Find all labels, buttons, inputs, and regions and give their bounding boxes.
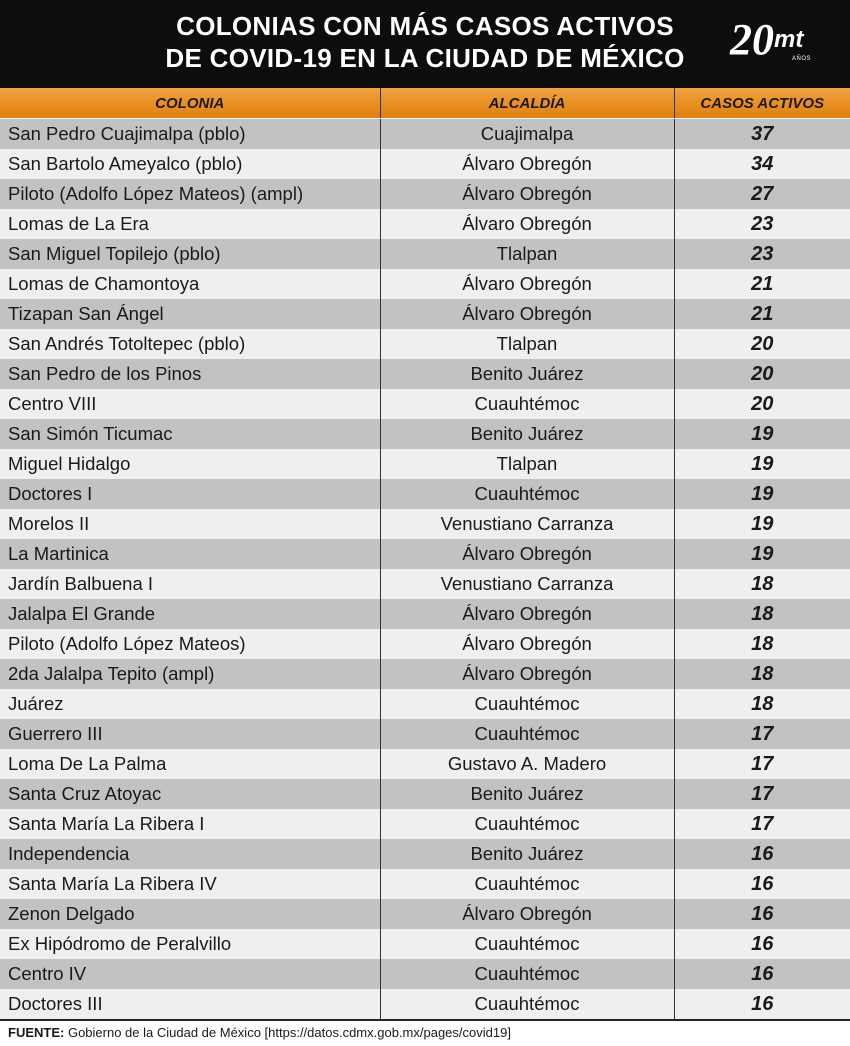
table-row	[0, 749, 850, 779]
cell-casos-activos: 20	[674, 389, 850, 419]
source-label: FUENTE:	[8, 1025, 65, 1040]
cell-alcaldia: Tlalpan	[380, 239, 674, 269]
cell-alcaldia: Venustiano Carranza	[380, 509, 674, 539]
table-row	[0, 149, 850, 179]
cell-casos-activos: 18	[674, 599, 850, 629]
cell-colonia: San Simón Ticumac	[0, 419, 380, 449]
cell-alcaldia: Álvaro Obregón	[380, 269, 674, 299]
cell-colonia: Doctores I	[0, 479, 380, 509]
table-row	[0, 869, 850, 899]
cell-casos-activos: 19	[674, 449, 850, 479]
cell-colonia: San Miguel Topilejo (pblo)	[0, 239, 380, 269]
cell-colonia: Morelos II	[0, 509, 380, 539]
logo-brand: mt	[774, 26, 804, 53]
cell-colonia: Piloto (Adolfo López Mateos) (ampl)	[0, 179, 380, 209]
cell-colonia: Centro VIII	[0, 389, 380, 419]
table-row	[0, 119, 850, 150]
table-body	[0, 119, 850, 1020]
table-row	[0, 929, 850, 959]
source-footer	[0, 1019, 850, 1046]
cell-alcaldia: Álvaro Obregón	[380, 899, 674, 929]
cell-alcaldia: Benito Juárez	[380, 419, 674, 449]
cell-casos-activos: 16	[674, 929, 850, 959]
cell-alcaldia: Cuauhtémoc	[380, 989, 674, 1019]
table-row	[0, 269, 850, 299]
cell-alcaldia: Cuauhtémoc	[380, 809, 674, 839]
cell-colonia: Doctores III	[0, 989, 380, 1019]
table-row	[0, 539, 850, 569]
table-row	[0, 419, 850, 449]
table-row	[0, 299, 850, 329]
cell-casos-activos: 27	[674, 179, 850, 209]
table-row	[0, 659, 850, 689]
cell-colonia: Piloto (Adolfo López Mateos)	[0, 629, 380, 659]
cell-casos-activos: 37	[674, 119, 850, 150]
cell-alcaldia: Cuauhtémoc	[380, 929, 674, 959]
cell-casos-activos: 16	[674, 989, 850, 1019]
cell-casos-activos: 19	[674, 539, 850, 569]
cell-casos-activos: 20	[674, 359, 850, 389]
cell-colonia: Centro IV	[0, 959, 380, 989]
cell-alcaldia: Álvaro Obregón	[380, 209, 674, 239]
cell-alcaldia: Álvaro Obregón	[380, 659, 674, 689]
table-row	[0, 239, 850, 269]
cell-colonia: Jalalpa El Grande	[0, 599, 380, 629]
logo-number: 20	[730, 15, 774, 64]
table-row	[0, 389, 850, 419]
cell-alcaldia: Álvaro Obregón	[380, 149, 674, 179]
table-row	[0, 479, 850, 509]
column-header-casos-activos: CASOS ACTIVOS	[674, 88, 850, 119]
cell-colonia: San Andrés Totoltepec (pblo)	[0, 329, 380, 359]
cell-casos-activos: 18	[674, 569, 850, 599]
cell-casos-activos: 19	[674, 509, 850, 539]
cell-colonia: Tizapan San Ángel	[0, 299, 380, 329]
cell-casos-activos: 23	[674, 239, 850, 269]
table-row	[0, 839, 850, 869]
cell-colonia: Lomas de La Era	[0, 209, 380, 239]
cell-casos-activos: 19	[674, 419, 850, 449]
table-row	[0, 689, 850, 719]
cell-alcaldia: Venustiano Carranza	[380, 569, 674, 599]
cell-casos-activos: 17	[674, 809, 850, 839]
table-header-row	[0, 88, 850, 119]
cell-casos-activos: 21	[674, 299, 850, 329]
table-row	[0, 509, 850, 539]
cell-colonia: Guerrero III	[0, 719, 380, 749]
cell-alcaldia: Tlalpan	[380, 329, 674, 359]
cell-alcaldia: Cuauhtémoc	[380, 389, 674, 419]
cell-casos-activos: 34	[674, 149, 850, 179]
cell-colonia: San Pedro Cuajimalpa (pblo)	[0, 119, 380, 150]
table-row	[0, 569, 850, 599]
data-table	[0, 88, 850, 1019]
cell-colonia: San Pedro de los Pinos	[0, 359, 380, 389]
table-row	[0, 209, 850, 239]
cell-casos-activos: 18	[674, 629, 850, 659]
cell-casos-activos: 17	[674, 749, 850, 779]
cell-casos-activos: 16	[674, 839, 850, 869]
cell-casos-activos: 23	[674, 209, 850, 239]
cell-alcaldia: Tlalpan	[380, 449, 674, 479]
cell-colonia: Jardín Balbuena I	[0, 569, 380, 599]
cell-colonia: San Bartolo Ameyalco (pblo)	[0, 149, 380, 179]
cell-alcaldia: Benito Juárez	[380, 839, 674, 869]
cell-casos-activos: 16	[674, 899, 850, 929]
cell-colonia: Loma De La Palma	[0, 749, 380, 779]
cell-colonia: Santa Cruz Atoyac	[0, 779, 380, 809]
cell-alcaldia: Álvaro Obregón	[380, 599, 674, 629]
cell-alcaldia: Cuajimalpa	[380, 119, 674, 150]
cell-casos-activos: 20	[674, 329, 850, 359]
table-row	[0, 449, 850, 479]
cell-colonia: Santa María La Ribera I	[0, 809, 380, 839]
cell-casos-activos: 16	[674, 869, 850, 899]
column-header-colonia: COLONIA	[0, 88, 380, 119]
cell-alcaldia: Cuauhtémoc	[380, 959, 674, 989]
source-text: Gobierno de la Ciudad de México [https://datos.cdmx.gob.mx/pages/covid19]	[67, 1025, 511, 1040]
table-row	[0, 959, 850, 989]
table-row	[0, 359, 850, 389]
table-row	[0, 329, 850, 359]
cell-colonia: Miguel Hidalgo	[0, 449, 380, 479]
table-row	[0, 899, 850, 929]
cell-alcaldia: Cuauhtémoc	[380, 689, 674, 719]
table-row	[0, 809, 850, 839]
cell-alcaldia: Álvaro Obregón	[380, 629, 674, 659]
cell-alcaldia: Benito Juárez	[380, 359, 674, 389]
cell-casos-activos: 17	[674, 779, 850, 809]
cell-alcaldia: Álvaro Obregón	[380, 539, 674, 569]
title-line-2: DE COVID-19 EN LA CIUDAD DE MÉXICO	[165, 43, 685, 73]
cell-casos-activos: 19	[674, 479, 850, 509]
cell-colonia: Lomas de Chamontoya	[0, 269, 380, 299]
cell-colonia: Zenon Delgado	[0, 899, 380, 929]
title-line-1: COLONIAS CON MÁS CASOS ACTIVOS	[176, 11, 674, 41]
header	[0, 0, 850, 88]
column-header-alcaldia: ALCALDÍA	[380, 88, 674, 119]
table-row	[0, 179, 850, 209]
cell-colonia: Ex Hipódromo de Peralvillo	[0, 929, 380, 959]
table-row	[0, 719, 850, 749]
cell-alcaldia: Benito Juárez	[380, 779, 674, 809]
cell-casos-activos: 21	[674, 269, 850, 299]
table-row	[0, 989, 850, 1019]
cell-casos-activos: 16	[674, 959, 850, 989]
cell-casos-activos: 18	[674, 689, 850, 719]
cell-alcaldia: Cuauhtémoc	[380, 869, 674, 899]
logo-subtext: AÑOS	[792, 56, 812, 62]
cell-colonia: 2da Jalalpa Tepito (ampl)	[0, 659, 380, 689]
table-row	[0, 779, 850, 809]
cell-colonia: Independencia	[0, 839, 380, 869]
milenio-20-anios-logo	[730, 14, 820, 74]
table-row	[0, 599, 850, 629]
cell-alcaldia: Álvaro Obregón	[380, 299, 674, 329]
page-title	[0, 10, 850, 74]
cell-alcaldia: Gustavo A. Madero	[380, 749, 674, 779]
table-row	[0, 629, 850, 659]
cell-colonia: Juárez	[0, 689, 380, 719]
cell-colonia: Santa María La Ribera IV	[0, 869, 380, 899]
cell-colonia: La Martinica	[0, 539, 380, 569]
cell-casos-activos: 17	[674, 719, 850, 749]
cell-alcaldia: Cuauhtémoc	[380, 479, 674, 509]
cell-casos-activos: 18	[674, 659, 850, 689]
cell-alcaldia: Cuauhtémoc	[380, 719, 674, 749]
cell-alcaldia: Álvaro Obregón	[380, 179, 674, 209]
